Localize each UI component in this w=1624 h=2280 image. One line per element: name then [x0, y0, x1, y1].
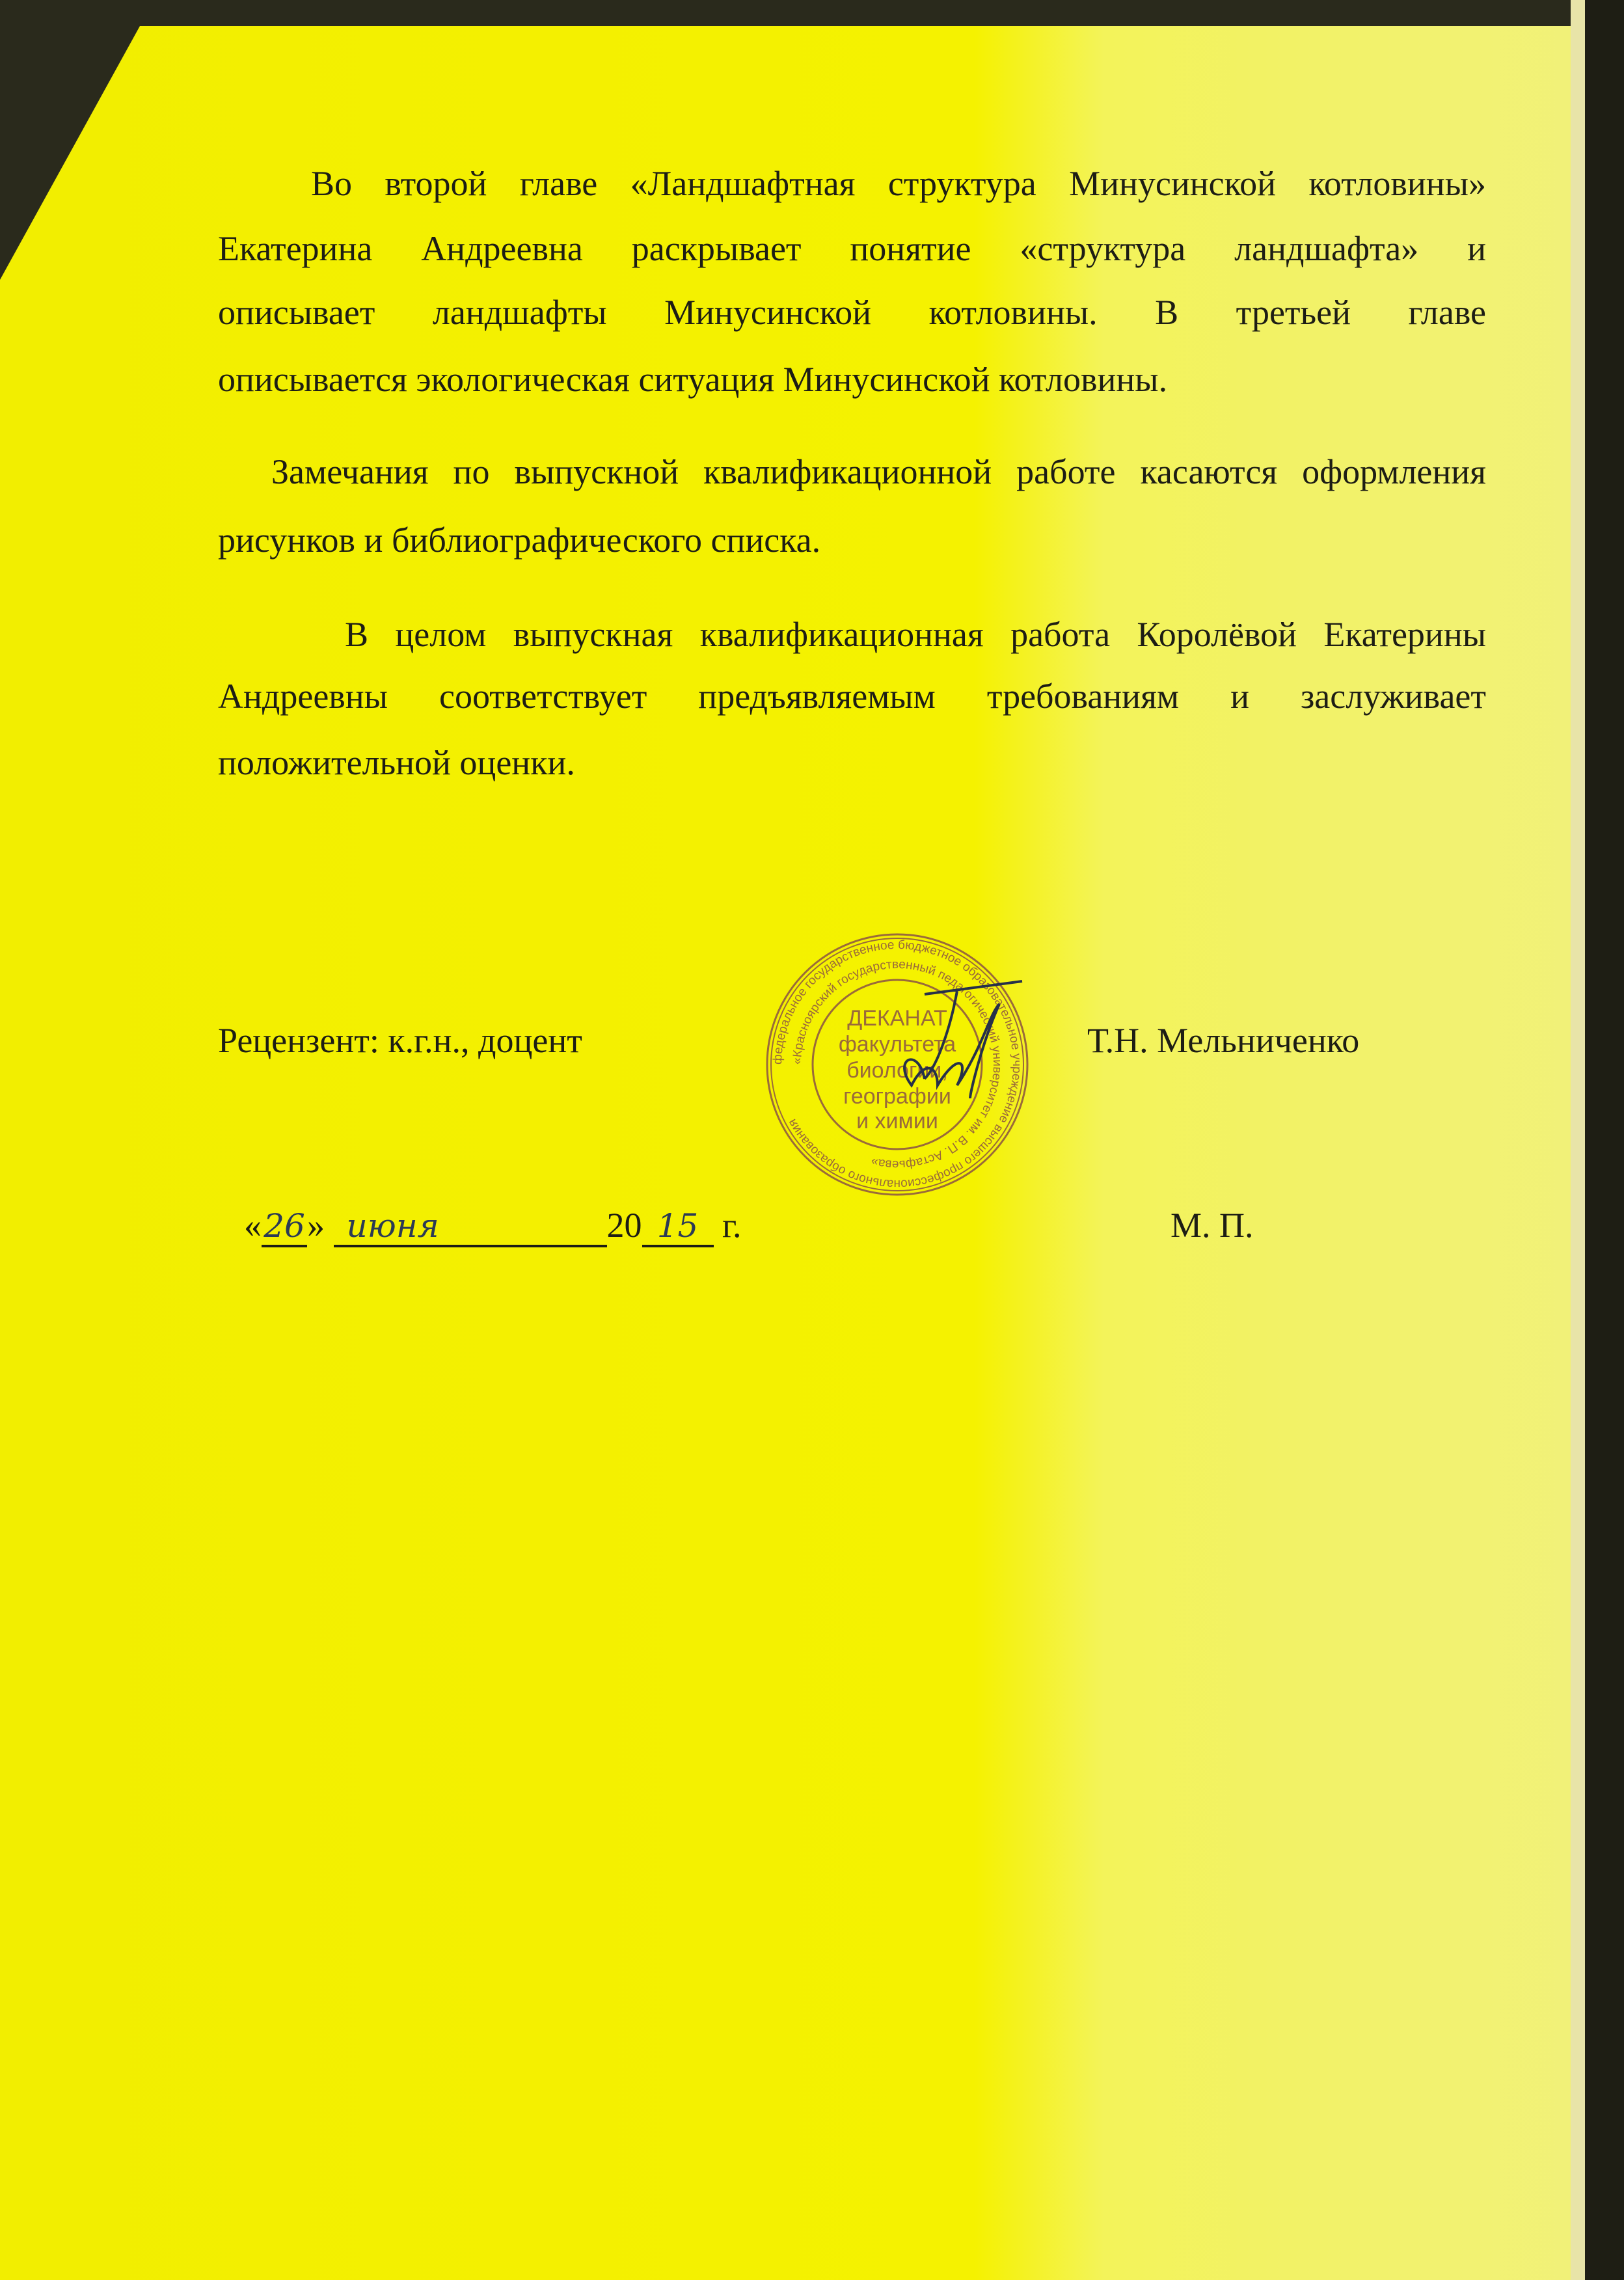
date-year-unit: г. [722, 1206, 742, 1245]
stamp-text: факультета [838, 1032, 956, 1057]
quote: » [307, 1206, 325, 1245]
text-line: В целом выпускная квалификационная работа Королёвой Екатерины [345, 615, 1486, 654]
dean-office-stamp [762, 929, 1033, 1200]
text-line: положительной оценки. [218, 743, 575, 782]
date-year-prefix: 20 [606, 1206, 642, 1245]
date-line [244, 1205, 742, 1247]
svg-text:федеральное государственное бю: федеральное государственное бюджетное образовательное учреждение высшего профессионального образования [770, 938, 1024, 1191]
text-line: рисунков и библиографического списка. [218, 521, 821, 560]
stamp-text: и химии [856, 1109, 938, 1133]
date-month: июня [334, 1207, 607, 1247]
stamp-text: ДЕКАНАТ [847, 1006, 947, 1031]
date-day: 26 [262, 1207, 307, 1247]
stamp-text: географии [843, 1084, 951, 1109]
svg-text:«Красноярский государственный: «Красноярский государственный педагогический университет им. В.П. Астафьева» [790, 957, 1005, 1172]
text-line: описывает ландшафты Минусинской котловины. В третьей главе [218, 293, 1486, 332]
text-line: описывается экологическая ситуация Минусинской котловины. [218, 360, 1168, 399]
reviewer-label: Рецензент: к.г.н., доцент [218, 1021, 582, 1060]
stamp-text: биологии, [846, 1058, 948, 1083]
page-edge [1571, 0, 1585, 2280]
seal-label: М. П. [1171, 1206, 1254, 1245]
text-line: Андреевны соответствует предъявляемым требованиям и заслуживает [218, 677, 1486, 716]
text-line: Во второй главе «Ландшафтная структура Минусинской котловины» [311, 164, 1486, 203]
date-year-suffix: 15 [642, 1207, 714, 1247]
scan-border [1585, 0, 1624, 2280]
text-line: Замечания по выпускной квалификационной работе касаются оформления [271, 452, 1486, 491]
reviewer-name: Т.Н. Мельниченко [1087, 1021, 1360, 1060]
quote: « [244, 1206, 262, 1245]
text-line: Екатерина Андреевна раскрывает понятие «структура ландшафта» и [218, 229, 1486, 268]
